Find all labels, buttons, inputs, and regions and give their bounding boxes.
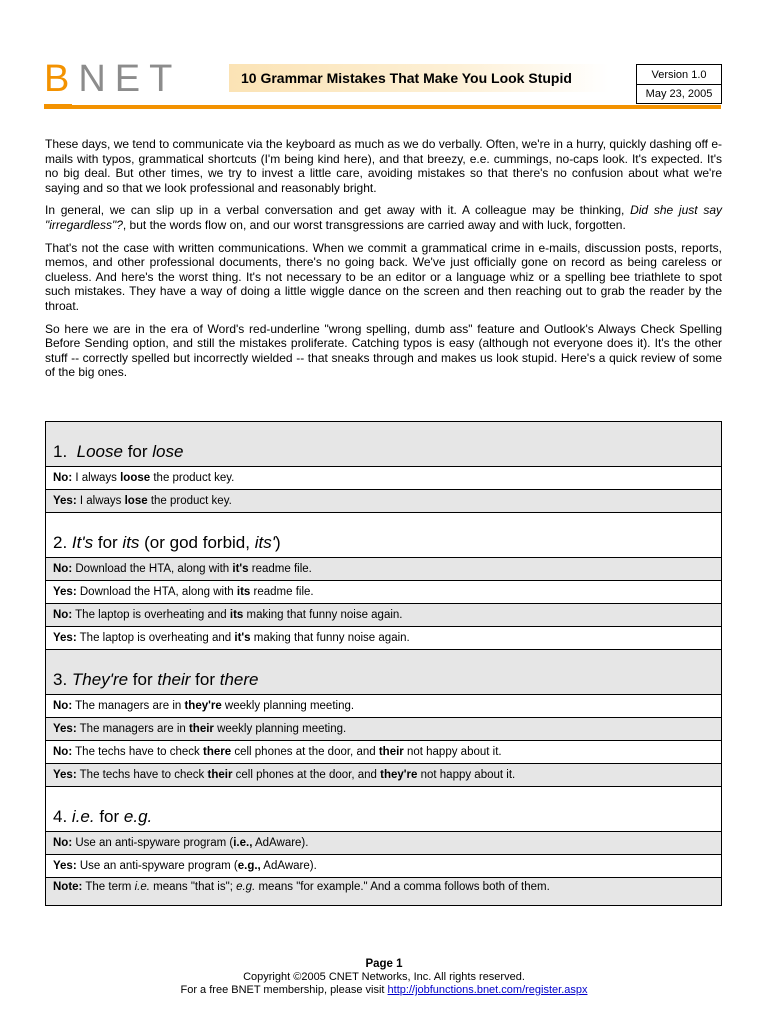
register-link[interactable]: http://jobfunctions.bnet.com/register.aspx	[387, 984, 588, 996]
intro-paragraph-2	[45, 203, 722, 232]
example-row: No: I always loose the product key.	[46, 467, 722, 490]
section-title-3: 3. They're for their for there	[46, 650, 722, 695]
intro-text	[45, 137, 722, 388]
example-row: No: The laptop is overheating and its making that funny noise again.	[46, 604, 722, 627]
example-row: Yes: Download the HTA, along with its readme file.	[46, 581, 722, 604]
section-header-4	[46, 787, 722, 832]
intro-paragraph-4: So here we are in the era of Word's red-underline "wrong spelling, dumb ass" feature and Outlook's Always Check Spelling Before Sending option, and still the mistakes proliferate. Catching typos is easy (although not everyone does it). It's the other stuff -- correctly spelled but incorrectly wielded -- that sneaks through and makes us look stupid. Here's a quick review of some of the big ones.	[45, 321, 722, 380]
section-title-2: 2. It's for its (or god forbid, its')	[46, 513, 722, 558]
intro-paragraph-1: These days, we tend to communicate via the keyboard as much as we do verbally. Often, we're in a hurry, quickly dashing off e-mails with typos, grammatical shortcuts (I'm being kind here), and that breezy, e.e. cummings, no-caps look. It's expected. It's no big deal. But other times, we try to invest a little care, avoiding mistakes so that there's no confusion about what we're saying and so that we look professional and reasonably bright.	[45, 137, 722, 195]
page-number: Page 1	[365, 958, 403, 970]
section-title-1: 1. Loose for lose	[46, 422, 722, 467]
example-row: Yes: The techs have to check their cell phones at the door, and they're not happy about it.	[46, 764, 722, 787]
intro-p2-end: , but the words flow on, and our worst transgressions are carried away and with luck, forgotten.	[122, 217, 626, 232]
version-date: May 23, 2005	[645, 88, 713, 100]
intro-paragraph-3: That's not the case with written communications. When we commit a grammatical crime in e-mails, discussion posts, reports, memos, and other professional documents, there's no going back. We've just officially gone on record as being careless or clueless. And here's the worst thing. It's not necessary to be an editor or a language whiz or a spelling bee triathlete to spot such mistakes. They have a way of doing a little wiggle dance on the screen and then reaching out to grab the reader by the throat.	[45, 240, 722, 313]
example-row: No: The techs have to check there cell phones at the door, and their not happy about it.	[46, 741, 722, 764]
membership-line: For a free BNET membership, please visit http://jobfunctions.bnet.com/register.aspx	[180, 984, 588, 996]
section-header-1	[46, 422, 722, 467]
logo-letters-net: NET	[78, 58, 182, 100]
document-title: 10 Grammar Mistakes That Make You Look Stupid	[229, 64, 609, 92]
example-row: Yes: Use an anti-spyware program (e.g., AdAware).	[46, 855, 722, 878]
intro-p2-start: In general, we can slip up in a verbal conversation and get away with it. A colleague may be thinking,	[45, 203, 631, 218]
section-header-2	[46, 513, 722, 558]
version-box	[636, 64, 722, 104]
example-row: Yes: The managers are in their weekly planning meeting.	[46, 718, 722, 741]
page-footer	[0, 958, 768, 997]
note-row: Note: The term i.e. means "that is"; e.g. means "for example." And a comma follows both of them.	[46, 878, 722, 906]
logo-letter-b: B	[44, 58, 79, 100]
example-row: Yes: The laptop is overheating and it's making that funny noise again.	[46, 627, 722, 650]
bnet-logo	[44, 60, 181, 98]
example-row: Yes: I always lose the product key.	[46, 490, 722, 513]
section-title-4: 4. i.e. for e.g.	[46, 787, 722, 832]
example-row: No: The managers are in they're weekly planning meeting.	[46, 695, 722, 718]
version-label: Version 1.0	[651, 69, 707, 81]
example-row: No: Use an anti-spyware program (i.e., AdAware).	[46, 832, 722, 855]
copyright: Copyright ©2005 CNET Networks, Inc. All rights reserved.	[243, 971, 525, 983]
section-header-3	[46, 650, 722, 695]
intro-p2-emphasis: Did she just say "irregardless"?	[45, 203, 722, 232]
header-rule	[44, 105, 721, 109]
example-row: No: Download the HTA, along with it's readme file.	[46, 558, 722, 581]
grammar-mistakes-table	[45, 421, 722, 906]
version-divider	[637, 84, 721, 85]
